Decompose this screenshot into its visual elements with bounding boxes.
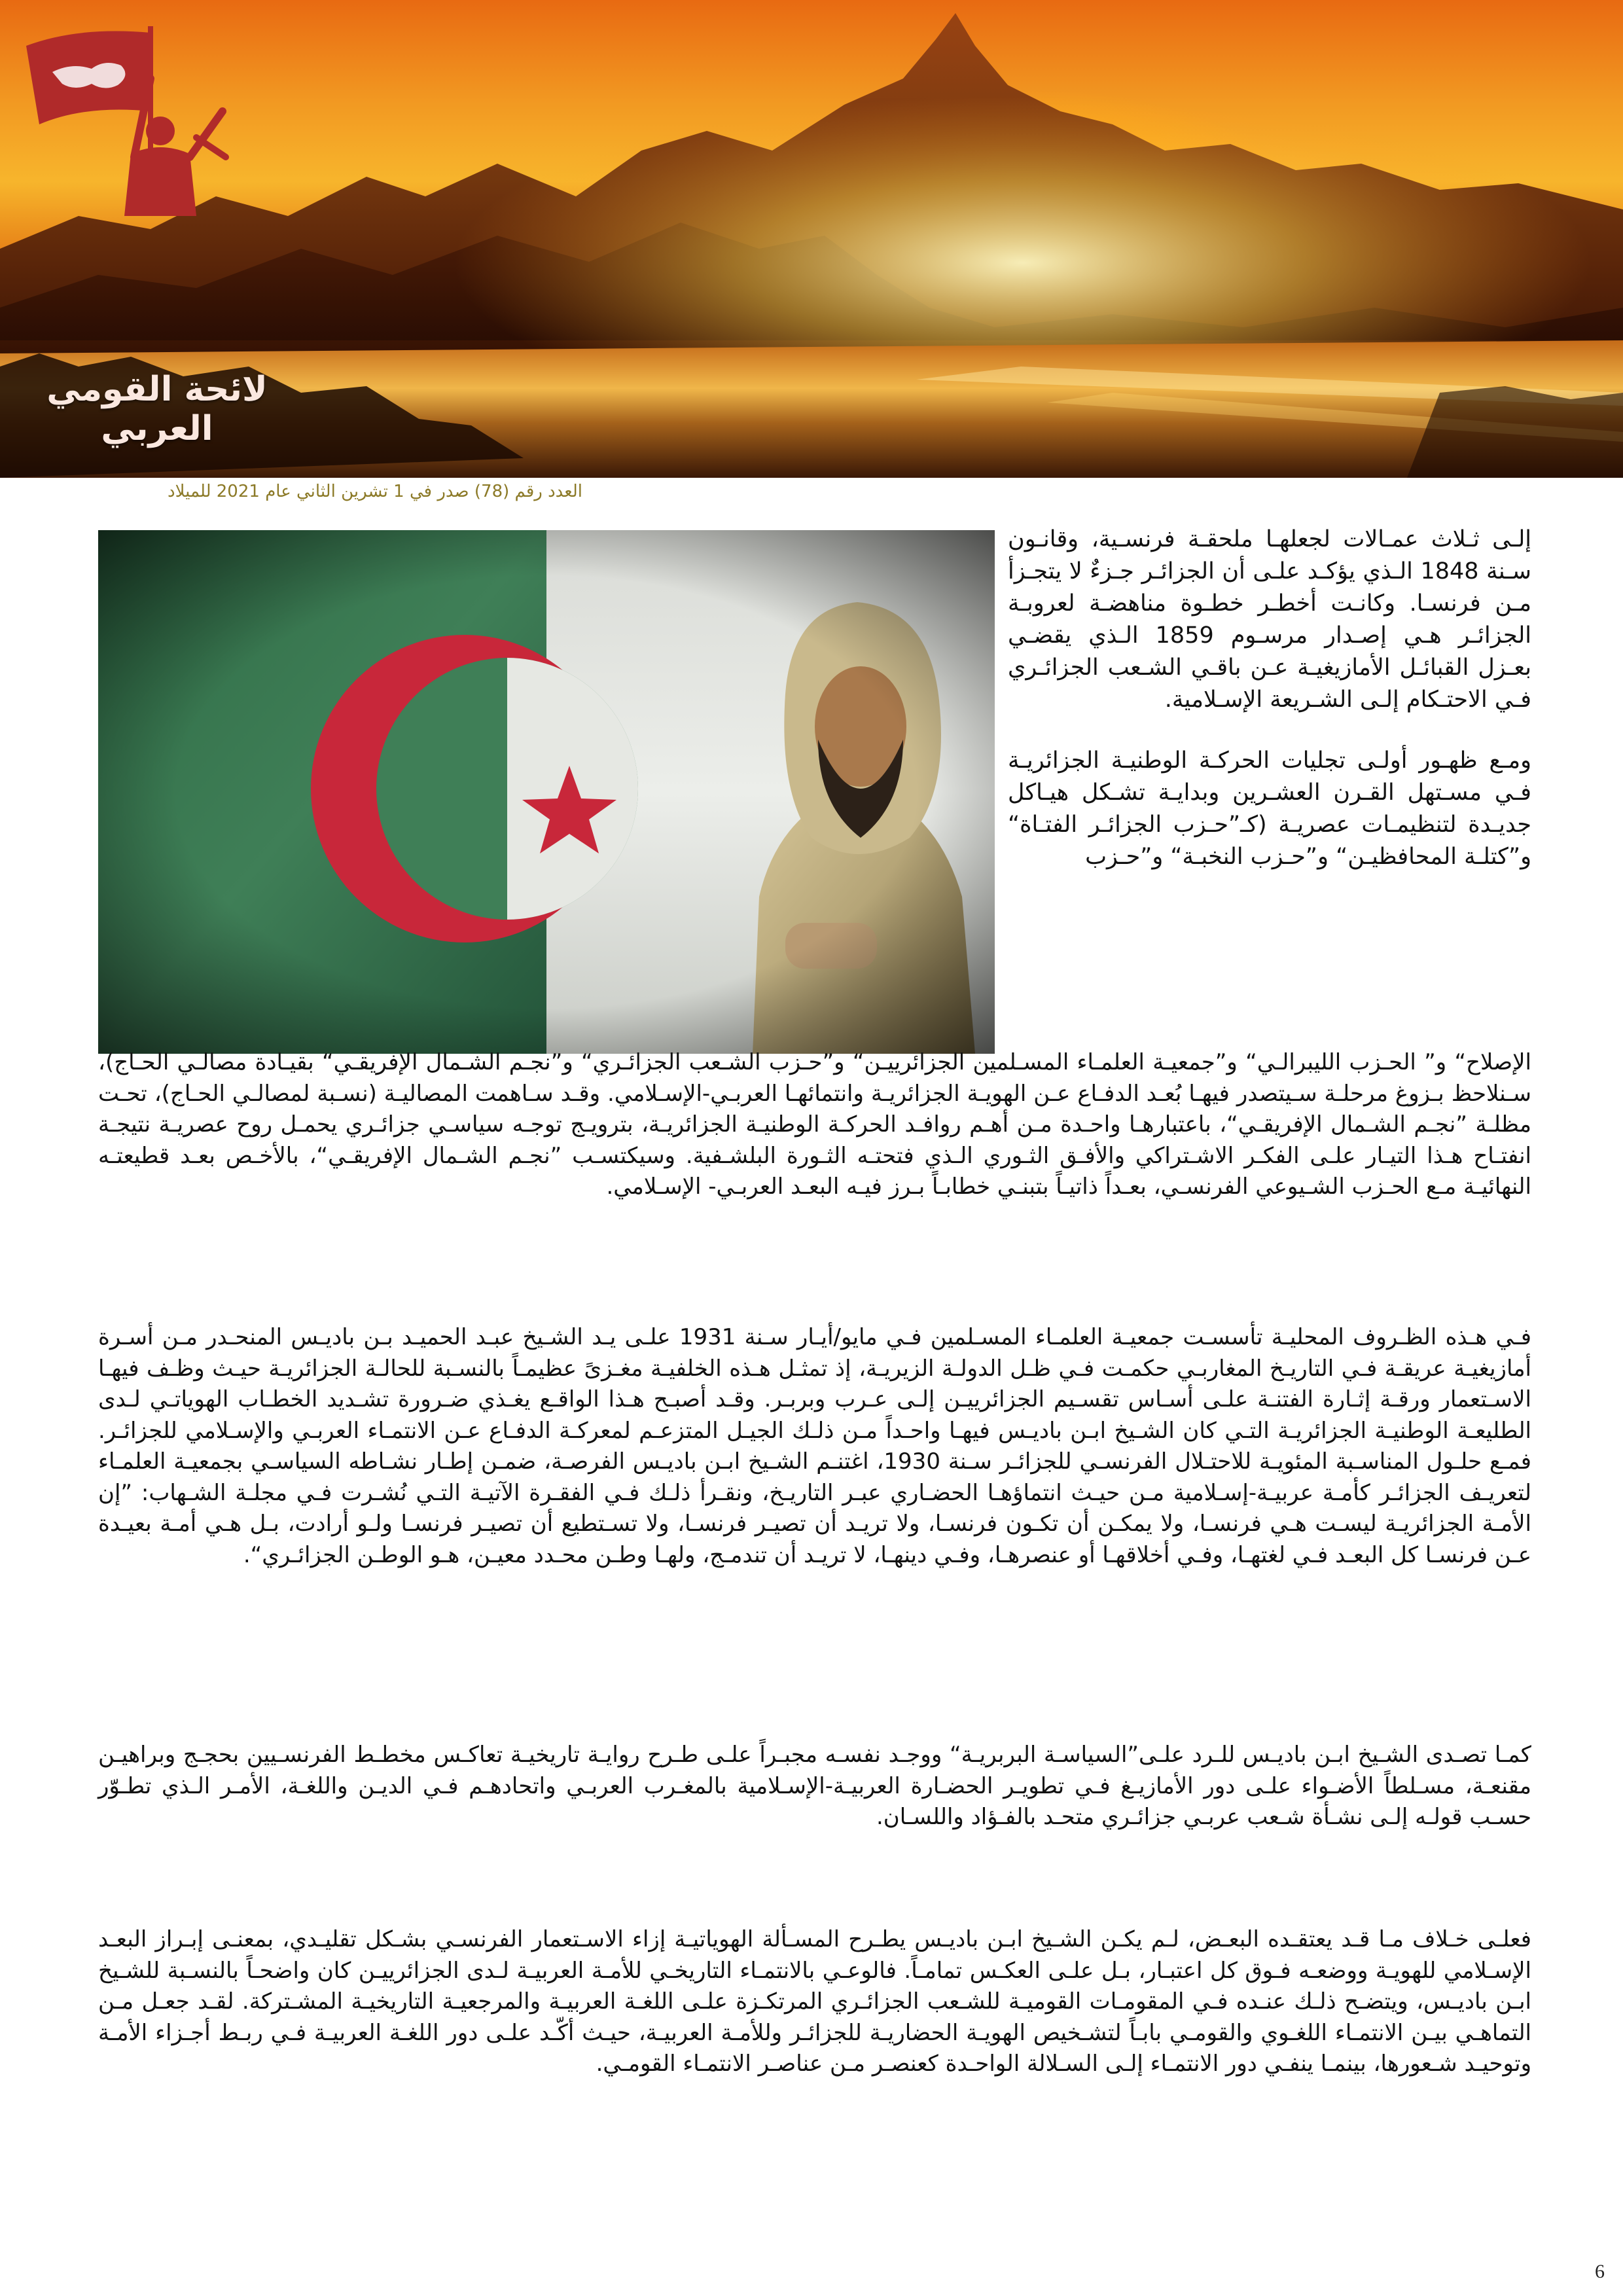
- page-number: 6: [1595, 2261, 1605, 2282]
- flag-portrait-image: [98, 530, 995, 1054]
- paragraph: كمـا تصـدى الشـيخ ابـن باديـس للـرد علـى”السياسـة البربريـة“ ووجـد نفسـه مجبـراً علـى طـرح روايـة تاريخيـة تعاكـس مخطـط الفرنسـيين بحجـج وبراهيـن مقنعـة، مسـلطاً الأضـواء علـى دور الأمازيـغ فـي تطويـر الحضـارة العربيـة-الإسـلامية بالمغـرب العربـي واتحادهـم فـي الديـن واللغـة، الأمـر الـذي تطـوّر حسـب قولـه إلـى نشـأة شـعب عربـي جزائـري متحـد بالفـؤاد واللسـان.: [98, 1742, 1531, 1830]
- paragraph: إلـى ثـلاث عمـالات لجعلهـا ملحقـة فرنسـية، وقانـون سـنة 1848 الـذي يؤكـد علـى أن الجزائـر جـزءٌ لا يتجـزأ مـن فرنسـا. وكانـت أخطـر خطـوة مناهضـة لعروبـة الجزائـر هـي إصـدار مرسـوم 1859 الـذي يقضـي بعـزل القبائـل الأمازيغيـة عـن باقـي الشـعب الجزائـري فـي الاحتـكام إلـى الشـريعة الإسـلامية.: [1008, 526, 1532, 713]
- article-right-column: [1008, 524, 1531, 902]
- article-paragraph-continuation: [98, 1047, 1531, 1203]
- article-photo: [98, 530, 995, 1054]
- issue-line: العدد رقم (78) صدر في 1 تشرين الثاني عام 2021 للميلاد: [168, 482, 582, 501]
- article-paragraph-4: [98, 1740, 1531, 1833]
- paragraph: فـي هـذه الظـروف المحليـة تأسسـت جمعيـة العلمـاء المسـلمين فـي مايو/أيـار سـنة 1931 علـى يـد الشـيخ عبـد الحميـد بـن باديـس المنحـدر مـن أسـرة أمازيغيـة عريقـة فـي التاريـخ المغاربـي حكمـت فـي ظـل الدولـة الزيريـة، إذ تمثـل هـذه الخلفيـة مغـزىً عظيمـاً بالنسـبة للحالـة الجزائريـة حيـث وظـف فيهـا الاسـتعمار ورقـة إثـارة الفتنـة علـى أسـاس تقسـيم الجزائرييـن إلـى عـرب وبربـر. وقـد أصبـح هـذا الواقـع يغـذي ضـرورة تشـديد الخطـاب الهوياتـي لـدى الطليعـة الوطنيـة الجزائريـة التـي كان الشـيخ ابـن باديـس فيهـا واحـداً مـن ذلـك الجيـل المتزعـم لمعركـة الدفـاع عـن الانتمـاء العربـي والإسـلامي للجزائـر. فمـع حلـول المناسـبة المئويـة للاحتـلال الفرنسـي للجزائـر سـنة 1930، اغتنـم الشـيخ ابـن باديـس الفرصـة، ضمـن إطـار نشـاطه السياسـي بجمعيـة العلمـاء لتعريـف الجزائـر كأمـة عربيـة-إسـلامية مـن حيـث انتماؤهـا الحضـاري عبـر التاريـخ، ونقـرأ ذلـك فـي الفقـرة الآتيـة التـي نُشـرت فـي مجلـة الشـهاب: ”إن الأمـة الجزائريـة ليسـت هـي فرنسـا، ولا يمكـن أن تكـون فرنسـا، ولا تريـد أن تصيـر فرنسـا، ولا تسـتطيع أن تصيـر فرنسـا ولـو أرادت، بـل هـي أمـة بعيـدة عـن فرنسـا كل البعـد فـي لغتهـا، وفـي أخلاقهـا أو عنصرهـا، وفـي دينهـا، لا تريـد أن تندمـج، ولهـا وطـن محـدد معيـن، هـو الوطـن الجزائـري“.: [98, 1324, 1531, 1568]
- logo-text: لائحة القومي العربي: [46, 370, 268, 448]
- header-banner: [0, 0, 1623, 478]
- article-paragraph-3: [98, 1322, 1531, 1571]
- logo-emblem: [0, 0, 262, 249]
- paragraph: فعلـى خـلاف مـا قـد يعتقـده البعـض، لـم يكـن الشـيخ ابـن باديـس يطـرح المسـألة الهوياتيـة إزاء الاسـتعمار الفرنسـي بشـكل تقليـدي، بمعنـى إبـراز البعـد الإسـلامي للهويـة ووضعـه فـوق كل اعتبـار، بـل علـى العكـس تمامـاً. فالوعـي بالانتمـاء التاريخـي للأمـة العربيـة لـدى الجزائرييـن كان واضحـاً بالنسـبة للشـيخ ابـن باديـس، ويتضـح ذلـك عنـده فـي المقومـات القوميـة للشـعب الجزائـري المرتكـزة علـى اللغـة العربيـة والمرجعيـة التاريخيـة المشـتركة. لقـد جعـل مـن التماهـي بيـن الانتمـاء اللغـوي والقومـي بابـاً لتشـخيص الهويـة الحضاريـة للجزائـر وللأمـة العربيـة، حيـث أكّـد علـى دور اللغـة العربيـة فـي ربـط أجـزاء الأمـة وتوحيـد شـعورها، بينمـا ينفـي دور الانتمـاء إلـى السـلالة الواحـدة كعنصـر مـن عناصـر الانتمـاء القومـي.: [98, 1926, 1531, 2077]
- paragraph: ومـع ظهـور أولـى تجليات الحركـة الوطنيـة الجزائريـة فـي مسـتهل القـرن العشـرين وبدايـة تشـكل هيـاكل جديـدة لتنظيمـات عصريـة (كـ”حـزب الجزائـر الفتـاة“ و”كتلـة المحافظيـن“ و”حـزب النخبـة“ و”حـزب: [1008, 747, 1531, 870]
- article-paragraph-5: [98, 1924, 1531, 2080]
- paragraph: الإصلاح“ و” الحـزب الليبرالـي“ و”جمعيـة العلمـاء المسـلمين الجزائرييـن“ و”حـزب الشـعب الجزائـري“ و”نجـم الشـمال الإفريقـي“ بقيـادة مصالـي الحـاج)، سـنلاحظ بـزوغ مرحلـة سـيتصدر فيهـا بُعـد الدفـاع عـن الهويـة الجزائريـة وانتمائهـا العربـي-الإسـلامي. وقـد سـاهمت المصاليـة (نسـبة لمصالـي الحـاج)، تحـت مظلـة ”نجـم الشـمال الإفريقـي“، باعتبارهـا واحـدة مـن أهـم روافـد الحركـة الوطنيـة الجزائريـة، بترويـج توجـه سياسـي جزائـري يحمـل روح عصريـة نتيجـة انفتـاح هـذا التيـار علـى الفكـر الاشـتراكي والأفـق الثـوري الـذي فتحتـه الثـورة البلشـفية. وسيكتسـب ”نجـم الشـمال الإفريقـي“، بالأخـص بعـد قطيعتـه النهائيـة مـع الحـزب الشـيوعي الفرنسـي، بعـداً ذاتيـاً بتبنـي خطابـاً بـرز فيـه البعـد العربـي- الإسـلامي.: [98, 1049, 1531, 1200]
